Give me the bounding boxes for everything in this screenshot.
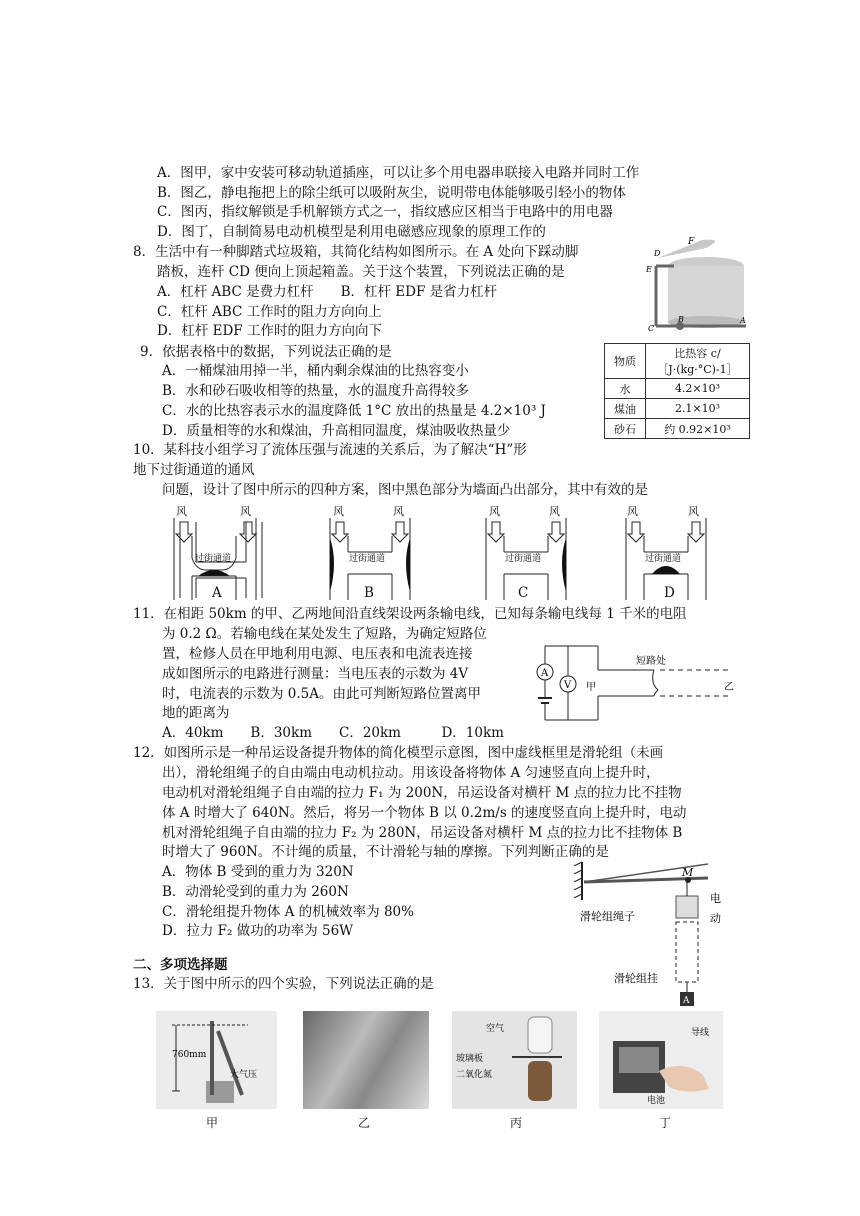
- scheme-label-b: B: [364, 585, 374, 601]
- q9-option-d: D．质量相等的水和煤油，升高相同温度，煤油吸收热量少: [162, 423, 511, 439]
- trash-bin-figure: [636, 230, 762, 340]
- caption-yi: 乙: [358, 1116, 371, 1130]
- q7-option-c: C．图丙，指纹解锁是手机解锁方式之一，指纹感应区相当于电路中的用电器: [157, 204, 613, 220]
- q13-stem: 13．关于图中所示的四个实验，下列说法正确的是: [133, 976, 434, 992]
- caption-jia: 甲: [206, 1116, 219, 1130]
- fig-label-c: C: [648, 324, 655, 333]
- air-bottle: [528, 1017, 552, 1053]
- passage-label: 过街通道: [195, 554, 232, 564]
- scheme-label-c: C: [518, 585, 529, 601]
- short-point: [653, 670, 658, 696]
- wind-label: 风: [176, 505, 187, 518]
- wind-label: 风: [489, 505, 500, 518]
- fig-label-b: B: [678, 315, 684, 324]
- q11-options: A．40km B．30km C．20km D．10km: [162, 725, 504, 741]
- wind-label: 风: [393, 505, 404, 518]
- q8-option-ab: A．杠杆 ABC 是费力杠杆 B．杠杆 EDF 是省力杠杆: [157, 284, 498, 300]
- q12-option-a: A．物体 B 受到的重力为 320N: [162, 864, 354, 880]
- specific-heat-table: [604, 343, 750, 439]
- q12-option-c: C．滑轮组提升物体 A 的机械效率为 80%: [162, 904, 414, 920]
- q12-line-6: 时增大了 960N。不计绳的质量，不计滑轮与轴的摩擦。下列判断正确的是: [162, 844, 609, 860]
- q12-line-5: 机对滑轮组绳子自由端的拉力 F₂ 为 280N，吊运设备对横杆 M 点的拉力比不挂物体 B: [162, 825, 683, 841]
- ventilation-schemes-drawing: [166, 518, 726, 604]
- scheme-label-a: A: [212, 585, 222, 601]
- wind-label: 风: [333, 505, 344, 518]
- protrusion: [406, 538, 410, 592]
- q11-line-2: 为 0.2 Ω。若输电线在某处发生了短路，为确定短路位: [162, 626, 487, 642]
- q11-line-3: 置，检修人员在甲地利用电源、电压表和电流表连接: [162, 646, 473, 662]
- label-a: A: [683, 996, 690, 1006]
- q8-option-c: C．杠杆 ABC 工作时的阻力方向向上: [157, 304, 382, 320]
- protrusion: [198, 570, 230, 576]
- experiment-jia-figure: [156, 1011, 277, 1109]
- bin-lid: [658, 240, 715, 258]
- wind-label: 风: [627, 505, 638, 518]
- q8-stem-2: 踏板，连杆 CD 便向上顶起箱盖。关于这个装置，下列说法正确的是: [157, 264, 565, 280]
- no2-label: 二氧化氮: [456, 1070, 493, 1080]
- wind-label: 风: [240, 505, 251, 518]
- q7-option-b: B．图乙，静电拖把上的除尘纸可以吸附灰尘，说明带电体能够吸引轻小的物体: [157, 185, 626, 201]
- fig-label-d: D: [654, 249, 661, 258]
- fig-label-a: A: [740, 316, 746, 325]
- q10-stem-1: 10．某科技小组学习了流体压强与流速的关系后，为了解决“H”形: [133, 442, 527, 458]
- mm-label: 760mm: [172, 1050, 207, 1060]
- q12-line-1: 12．如图所示是一种吊运设备提升物体的简化模型示意图，图中虚线框里是滑轮组（未画: [133, 745, 664, 761]
- experiment-bing-figure: [452, 1011, 577, 1109]
- experiment-ding-figure: [599, 1011, 723, 1109]
- q11-line-4: 成如图所示的电路进行测量：当电压表的示数为 4V: [162, 666, 469, 682]
- ammeter-label: A: [541, 668, 549, 679]
- pulley-box: [676, 922, 698, 982]
- passage-label: 过街通道: [349, 554, 386, 564]
- q10-stem-2: 地下过街通道的通风: [133, 462, 255, 478]
- table-row: 砂石 约 0.92×10³: [605, 419, 750, 439]
- q9-option-a: A．一桶煤油用掉一半，桶内剩余煤油的比热容变小: [162, 363, 469, 379]
- q10-stem-3: 问题，设计了图中所示的四种方案，图中黑色部分为墙面凸出部分，其中有效的是: [162, 482, 648, 498]
- air-label: 空气: [486, 1024, 505, 1034]
- q9-option-c: C．水的比热容表示水的温度降低 1°C 放出的热量是 4.2×10³ J: [162, 403, 546, 419]
- q12-line-3: 电动机对滑轮组绳子自由端的拉力 F₁ 为 200N，吊运设备对横杆 M 点的拉力比不挂物: [162, 785, 682, 801]
- passage-label: 过街通道: [505, 554, 542, 564]
- protrusion: [562, 538, 566, 592]
- jia-label: 甲: [586, 682, 596, 693]
- q11-line-6: 地的距离为: [162, 705, 230, 721]
- table-row: 煤油 2.1×10³: [605, 399, 750, 419]
- q11-line-5: 时，电流表的示数为 0.5A。由此可判断短路位置离甲: [162, 686, 482, 702]
- caption-bing: 丙: [510, 1116, 523, 1130]
- motor: [676, 896, 698, 918]
- q9-option-b: B．水和砂石吸收相等的热量，水的温度升高得较多: [162, 383, 469, 399]
- table-row: 水 4.2×10³: [605, 379, 750, 399]
- q12-option-d: D．拉力 F₂ 做功的功率为 56W: [162, 923, 354, 939]
- experiment-yi-figure: [303, 1011, 429, 1109]
- hoist-figure: [572, 858, 732, 1008]
- table-header-heat: 比热容 c/ ［J·(kg·°C)-1］: [646, 344, 750, 379]
- wind-label: 风: [688, 505, 699, 518]
- label-motor-2: 动: [710, 912, 721, 925]
- q11-line-1: 11．在相距 50km 的甲、乙两地间沿直线架设两条输电线，已知每条输电线每 1 千米的电阻: [133, 606, 687, 622]
- q7-option-a: A．图甲，家中安装可移动轨道插座，可以让多个用电器串联接入电路并同时工作: [157, 165, 640, 181]
- hand: [659, 1066, 709, 1092]
- q12-line-2: 出），滑轮组绳子的自由端由电动机拉动。用该设备将物体 A 匀速竖直向上提升时，: [162, 765, 660, 781]
- q8-stem-1: 8．生活中有一种脚踏式垃圾箱，其简化结构如图所示。在 A 处向下踩动脚: [133, 244, 579, 260]
- caption-ding: 丁: [659, 1116, 672, 1130]
- bin-body: [668, 266, 744, 322]
- yi-label: 乙: [724, 682, 734, 693]
- section-multiple-choice: 二、多项选择题: [133, 957, 228, 973]
- label-motor-1: 电: [710, 892, 721, 905]
- wire-label: 导线: [691, 1028, 710, 1038]
- label-m: M: [682, 866, 694, 879]
- q8-option-d: D．杠杆 EDF 工作时的阻力方向向下: [157, 323, 382, 339]
- fig-label-e: E: [646, 265, 652, 274]
- glass-label: 玻璃板: [456, 1054, 484, 1064]
- label-rope: 滑轮组绳子: [580, 910, 635, 923]
- q9-stem: 9．依据表格中的数据，下列说法正确的是: [140, 344, 392, 360]
- atm-label: 大气压: [230, 1070, 258, 1080]
- passage-label: 过街通道: [645, 554, 682, 564]
- q12-option-b: B．动滑轮受到的重力为 260N: [162, 884, 349, 900]
- q7-option-d: D．图丁，自制简易电动机模型是利用电磁感应现象的原理工作的: [157, 224, 546, 240]
- short-label: 短路处: [636, 656, 666, 667]
- short-circuit-figure: [528, 640, 738, 726]
- fig-label-f: F: [688, 237, 695, 247]
- wind-label: 风: [549, 505, 560, 518]
- table-header-substance: 物质: [605, 344, 646, 379]
- no2-bottle: [528, 1061, 552, 1101]
- protrusion: [330, 538, 334, 592]
- scheme-label-d: D: [664, 585, 675, 601]
- voltmeter-label: V: [564, 680, 572, 691]
- battery-label: 电池: [647, 1096, 666, 1106]
- q12-line-4: 体 A 时增大了 640N。然后，将另一个物体 B 以 0.2m/s 的速度竖直向上提升时，电动: [162, 805, 687, 821]
- label-hook: 滑轮组挂: [614, 972, 658, 985]
